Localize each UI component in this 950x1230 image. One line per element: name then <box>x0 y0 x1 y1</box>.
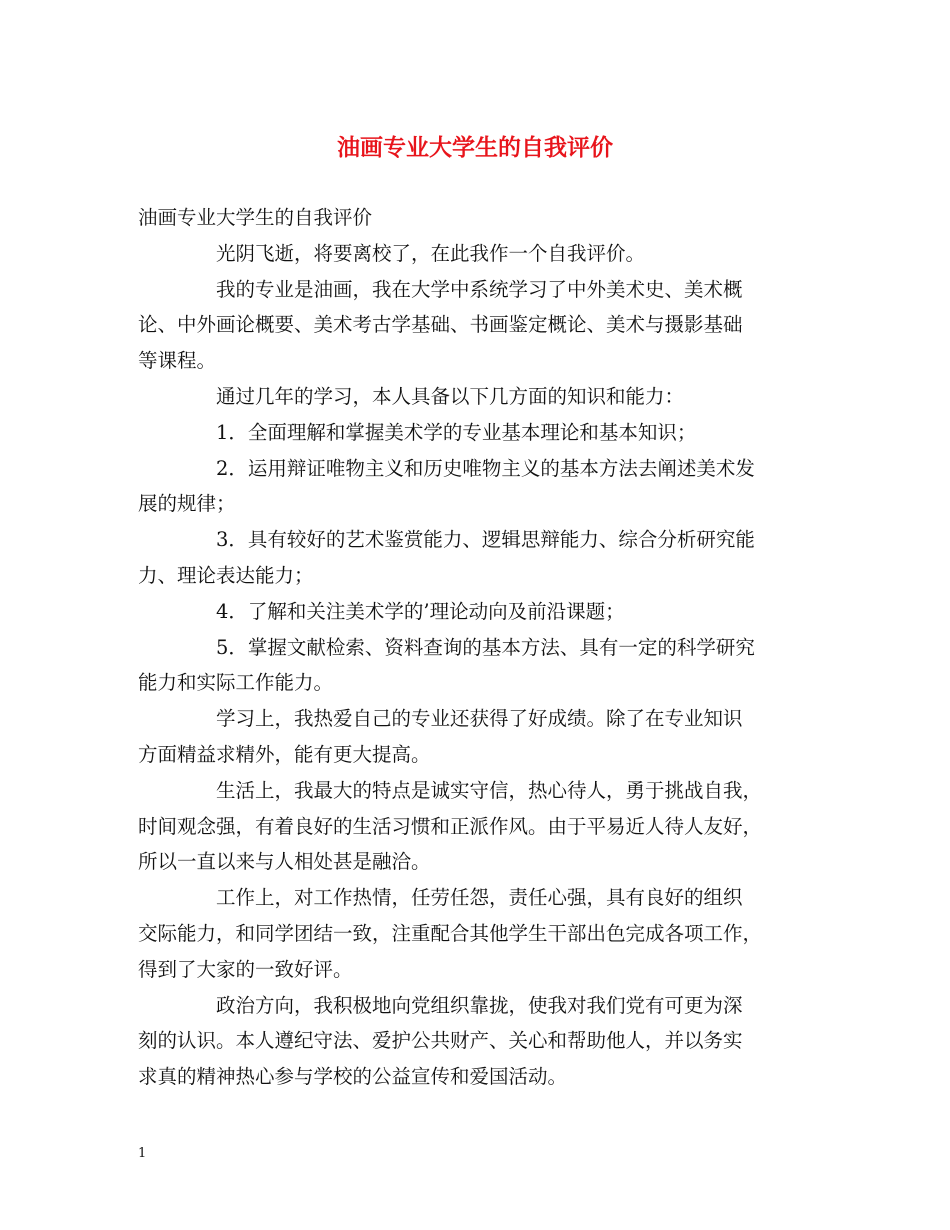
body-line: 光阴飞逝，将要离校了，在此我作一个自我评价。 <box>216 241 646 265</box>
body-line: 方面精益求精外，能有更大提高。 <box>138 742 431 766</box>
body-line: 3．具有较好的艺术鉴赏能力、逻辑思辩能力、综合分析研究能 <box>216 528 755 552</box>
body-line: 交际能力，和同学团结一致，注重配合其他学生干部出色完成各项工作， <box>138 921 763 945</box>
body-line: 学习上，我热爱自己的专业还获得了好成绩。除了在专业知识 <box>216 707 743 731</box>
body-line: 生活上，我最大的特点是诚实守信，热心待人，勇于挑战自我， <box>216 778 763 802</box>
body-line: 我的专业是油画，我在大学中系统学习了中外美术史、美术概 <box>216 277 743 301</box>
body-line: 能力和实际工作能力。 <box>138 671 334 695</box>
body-line: 4．了解和关注美术学的’理论动向及前沿课题； <box>216 599 625 623</box>
body-line: 时间观念强，有着良好的生活习惯和正派作风。由于平易近人待人友好， <box>138 814 763 838</box>
body-line: 论、中外画论概要、美术考古学基础、书画鉴定概论、美术与摄影基础 <box>138 313 743 337</box>
body-line: 2．运用辩证唯物主义和历史唯物主义的基本方法去阐述美术发 <box>216 456 755 480</box>
body-line: 求真的精神热心参与学校的公益宣传和爱国活动。 <box>138 1065 568 1089</box>
body-line: 通过几年的学习，本人具备以下几方面的知识和能力： <box>216 384 685 408</box>
body-line: 力、理论表达能力； <box>138 563 314 587</box>
document-body <box>138 200 814 1095</box>
body-line: 油画专业大学生的自我评价 <box>138 206 373 229</box>
body-line: 1．全面理解和掌握美术学的专业基本理论和基本知识； <box>216 420 697 444</box>
body-line: 所以一直以来与人相处甚是融洽。 <box>138 850 431 874</box>
page-number: 1 <box>138 1146 147 1161</box>
body-line: 刻的认识。本人遵纪守法、爱护公共财产、关心和帮助他人，并以务实 <box>138 1029 743 1053</box>
body-line: 5．掌握文献检索、资料查询的基本方法、具有一定的科学研究 <box>216 635 755 659</box>
body-line: 工作上，对工作热情，任劳任怨，责任心强，具有良好的组织 <box>216 886 743 910</box>
body-line: 得到了大家的一致好评。 <box>138 957 353 981</box>
body-line: 展的规律； <box>138 492 236 516</box>
body-line: 等课程。 <box>138 349 217 373</box>
body-line: 政治方向，我积极地向党组织靠拢，使我对我们党有可更为深 <box>216 993 743 1017</box>
document-title: 油画专业大学生的自我评价 <box>337 134 613 161</box>
